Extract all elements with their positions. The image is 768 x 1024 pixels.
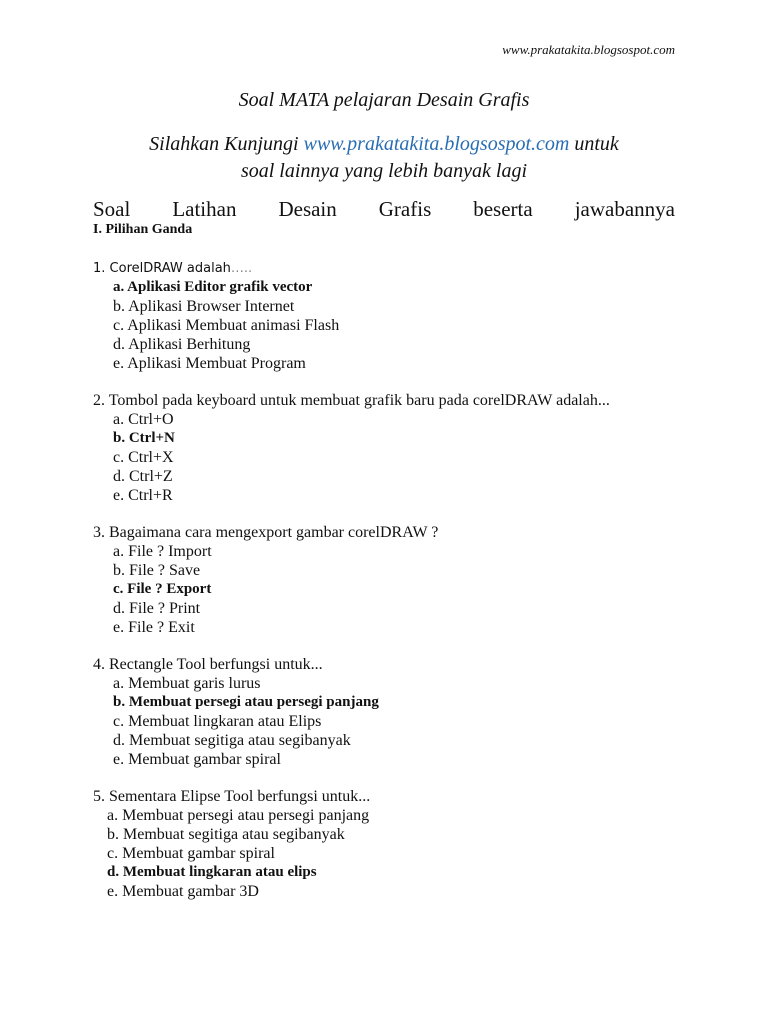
heading-word: Desain xyxy=(278,197,337,221)
answer-option: b. File ? Save xyxy=(113,562,201,579)
question-stem xyxy=(93,259,693,278)
question-4 xyxy=(93,655,693,769)
answer-option: a. File ? Import xyxy=(113,543,212,560)
question-stem-dots: ….. xyxy=(230,261,253,276)
answer-option: d. Ctrl+Z xyxy=(113,468,173,485)
question-2 xyxy=(93,391,693,505)
answer-option-correct: c. File ? Export xyxy=(113,581,212,597)
heading-word: jawabannya xyxy=(574,197,675,221)
intro-line2: soal lainnya yang lebih banyak lagi xyxy=(240,160,528,182)
answer-option: d. Membuat segitiga atau segibanyak xyxy=(113,732,351,749)
heading-word: Soal xyxy=(93,197,131,221)
answer-option: e. File ? Exit xyxy=(113,619,195,636)
section-subheading: I. Pilihan Ganda xyxy=(93,222,193,237)
answer-option-correct: a. Aplikasi Editor grafik vector xyxy=(113,279,313,295)
answer-option: c. Ctrl+X xyxy=(113,449,174,466)
heading-word: Grafis xyxy=(378,197,432,221)
site-header-url: www.prakatakita.blogsospot.com xyxy=(502,42,675,57)
answer-option: a. Membuat persegi atau persegi panjang xyxy=(107,807,370,824)
answer-option: b. Aplikasi Browser Internet xyxy=(113,298,295,315)
answer-option: c. Membuat lingkaran atau Elips xyxy=(113,713,322,730)
question-stem: 5. Sementara Elipse Tool berfungsi untuk... xyxy=(93,788,371,805)
answer-option: a. Membuat garis lurus xyxy=(113,675,261,692)
answer-option: c. Membuat gambar spiral xyxy=(107,845,275,862)
answer-option: e. Membuat gambar spiral xyxy=(113,751,281,768)
answer-option: e. Membuat gambar 3D xyxy=(107,883,259,900)
question-stem: 4. Rectangle Tool berfungsi untuk... xyxy=(93,656,323,673)
heading-word: beserta xyxy=(473,197,533,221)
intro-prefix: Silahkan Kunjungi xyxy=(149,133,299,155)
answer-option: c. Aplikasi Membuat animasi Flash xyxy=(113,317,340,334)
intro-suffix: untuk xyxy=(574,133,619,155)
question-5 xyxy=(93,787,693,901)
answer-option-correct: b. Ctrl+N xyxy=(113,430,175,446)
intro-text xyxy=(0,131,768,185)
answer-option-correct: d. Membuat lingkaran atau elips xyxy=(107,864,317,880)
question-1 xyxy=(93,259,693,373)
answer-option: e. Aplikasi Membuat Program xyxy=(113,355,306,372)
section-heading xyxy=(93,197,675,222)
question-stem-text: 1. CorelDRAW adalah xyxy=(93,261,231,276)
answer-option-correct: b. Membuat persegi atau persegi panjang xyxy=(113,694,379,710)
heading-word: Latihan xyxy=(172,197,237,221)
answer-option: d. Aplikasi Berhitung xyxy=(113,336,251,353)
answer-option: d. File ? Print xyxy=(113,600,201,617)
question-3 xyxy=(93,523,693,637)
answer-option: a. Ctrl+O xyxy=(113,411,174,428)
answer-option: b. Membuat segitiga atau segibanyak xyxy=(107,826,345,843)
question-stem: 3. Bagaimana cara mengexport gambar corelDRAW ? xyxy=(93,524,439,541)
page-title: Soal MATA pelajaran Desain Grafis xyxy=(238,89,530,111)
intro-link[interactable]: www.prakatakita.blogsospot.com xyxy=(303,133,570,155)
answer-option: e. Ctrl+R xyxy=(113,487,173,504)
question-stem: 2. Tombol pada keyboard untuk membuat grafik baru pada corelDRAW adalah... xyxy=(93,392,610,409)
